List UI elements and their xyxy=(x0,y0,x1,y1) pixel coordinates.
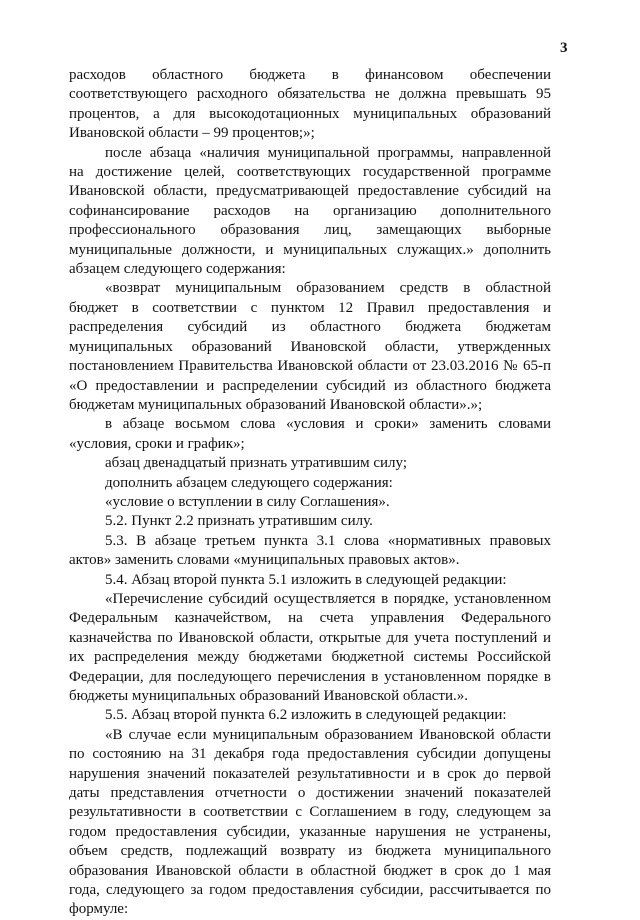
text-line: постановлением Правительства Ивановской области от 23.03.2016 № 65-п xyxy=(69,358,551,375)
text-line: на достижение целей, соответствующих государственной программе xyxy=(69,164,551,181)
text-line: 5.3. В абзаце третьем пункта 3.1 слова «нормативных правовых xyxy=(105,532,551,549)
text-line: 5.2. Пункт 2.2 признать утратившим силу. xyxy=(105,513,373,530)
text-line: «возврат муниципальным образованием средств в областной xyxy=(105,280,551,297)
text-line: муниципальных образований Ивановской области, утвержденных xyxy=(69,338,551,355)
text-line: нарушения значений показателей результативности и в срок до первой xyxy=(69,765,551,782)
text-line: в абзаце восьмом слова «условия и сроки» заменить словами xyxy=(105,416,551,433)
text-line: профессионального образования лиц, замещающих выборные xyxy=(69,222,551,239)
page-number: 3 xyxy=(560,40,568,56)
text-line: бюджеты муниципальных образований Ивановской области.». xyxy=(69,688,469,704)
text-line: после абзаца «наличия муниципальной программы, направленной xyxy=(105,144,551,161)
document-body xyxy=(69,66,551,920)
text-line: дополнить абзацем следующего содержания: xyxy=(105,474,393,491)
text-line: Ивановской области, предусматривающей предоставление субсидий на xyxy=(69,183,551,200)
text-line: бюджетам муниципальных образований Ивановской области».»; xyxy=(69,396,483,413)
text-line: «условия, сроки и график»; xyxy=(69,435,245,452)
text-line: результативности в соответствии с Соглашением в году, следующем за xyxy=(69,804,551,821)
text-line: их распределения между бюджетами бюджетной системы Российской xyxy=(69,649,551,666)
text-line: Федерации, для последующего перечисления в установленном порядке в xyxy=(69,668,551,685)
text-line: распределения субсидий из областного бюджета бюджетам xyxy=(69,319,551,336)
text-line: «В случае если муниципальным образованием Ивановской области xyxy=(105,726,551,743)
text-line: образования Ивановской области в областной бюджет в срок до 1 мая xyxy=(69,862,551,879)
text-line: формуле: xyxy=(69,901,129,918)
text-line: 5.4. Абзац второй пункта 5.1 изложить в следующей редакции: xyxy=(105,571,507,588)
text-line: «Перечисление субсидий осуществляется в порядке, установленном xyxy=(105,590,551,607)
text-line: казначейства по Ивановской области, открытые для учета поступлений и xyxy=(69,629,551,646)
text-line: муниципальные должности, и муниципальных служащих.» дополнить xyxy=(69,241,551,258)
text-line: расходов областного бюджета в финансовом обеспечении xyxy=(69,67,551,83)
text-line: «условие о вступлении в силу Соглашения». xyxy=(105,493,390,510)
text-line: даты представления отчетности о достижении значений показателей xyxy=(69,785,551,802)
text-line: абзац двенадцатый признать утратившим силу; xyxy=(105,455,408,472)
text-line: актов» заменить словами «муниципальных правовых актов». xyxy=(69,552,460,569)
text-line: года, следующего за годом предоставления субсидии, рассчитывается по xyxy=(69,882,551,899)
text-line: соответствующего расходного обязательства не должна превышать 95 xyxy=(69,86,551,103)
text-line: абзацем следующего содержания: xyxy=(69,261,286,278)
text-line: «О предоставлении и распределении субсидий из областного бюджета xyxy=(69,377,551,394)
text-line: годом предоставления субсидии, указанные нарушения не устранены, xyxy=(69,823,551,840)
text-line: бюджет в соответствии с пунктом 12 Правил предоставления и xyxy=(69,299,551,316)
text-line: по состоянию на 31 декабря года предоставления субсидии допущены xyxy=(69,746,551,763)
text-line: объем средств, подлежащий возврату из бюджета муниципального xyxy=(69,843,551,860)
text-line: процентов, а для высокодотационных муниципальных образований xyxy=(69,105,551,122)
text-line: Ивановской области – 99 процентов;»; xyxy=(69,125,315,142)
text-line: Федеральным казначейством, на счета управления Федерального xyxy=(69,610,551,627)
text-line: 5.5. Абзац второй пункта 6.2 изложить в следующей редакции: xyxy=(105,707,507,724)
text-line: софинансирование расходов на организацию дополнительного xyxy=(69,202,551,219)
